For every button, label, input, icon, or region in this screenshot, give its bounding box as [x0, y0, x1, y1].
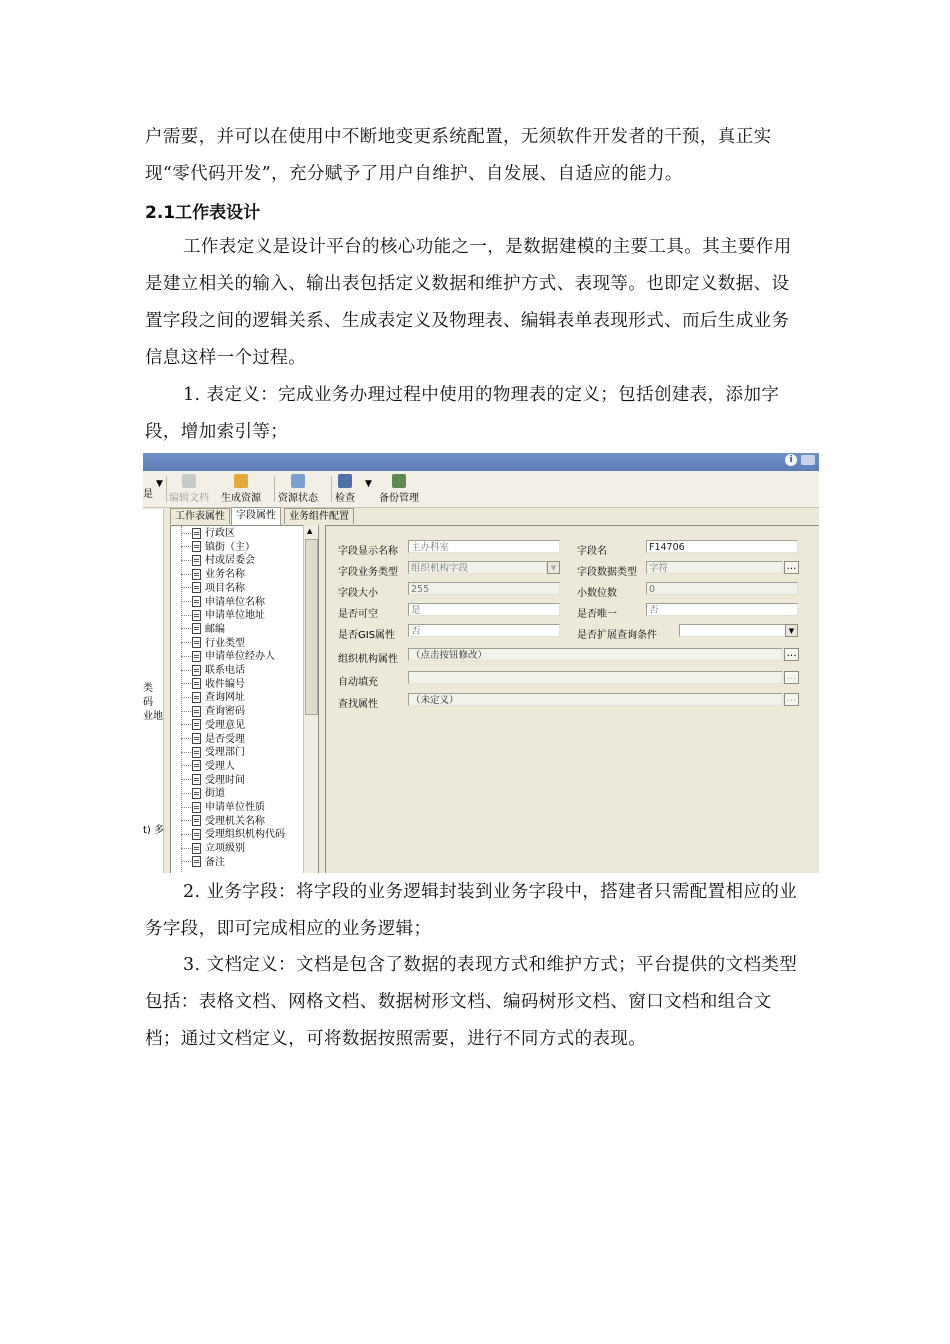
- generate-resource-button[interactable]: [221, 474, 261, 504]
- tree-item-label: 申请单位经办人: [205, 651, 275, 663]
- backup-management-button[interactable]: [379, 474, 419, 504]
- tree-item-label: 镇街（主）: [205, 541, 255, 553]
- backup-icon: [392, 474, 406, 488]
- tree-item[interactable]: [171, 842, 245, 856]
- org-attribute-ellipsis-button[interactable]: …: [784, 648, 799, 661]
- nullable-label: 是否可空: [338, 609, 378, 620]
- tree-branch-line: [181, 601, 191, 602]
- tree-item[interactable]: [171, 856, 225, 870]
- toolbar-left-fragment: 是: [143, 489, 153, 500]
- org-attribute-label: 组织机构属性: [338, 654, 398, 665]
- tree-branch-line: [181, 615, 191, 616]
- tree-item[interactable]: [171, 733, 245, 747]
- edit-document-label: 编辑文档: [169, 493, 209, 504]
- document-icon: [192, 555, 201, 566]
- document-icon: [192, 856, 201, 867]
- document-icon: [192, 706, 201, 717]
- tree-branch-line: [181, 642, 191, 643]
- tree-item-label: 行业类型: [205, 637, 245, 649]
- tree-item[interactable]: [171, 541, 255, 555]
- tree-branch-line: [181, 807, 191, 808]
- document-icon: [192, 596, 201, 607]
- autofill-label: 自动填充: [338, 677, 378, 688]
- lookup-attribute-ellipsis-button[interactable]: …: [784, 693, 799, 706]
- tree-item-label: 受理部门: [205, 747, 245, 759]
- document-icon: [192, 651, 201, 662]
- resource-status-button[interactable]: [278, 474, 318, 504]
- document-icon: [192, 774, 201, 785]
- data-type-input[interactable]: 字符: [646, 561, 783, 574]
- tree-branch-line: [181, 738, 191, 739]
- chevron-down-icon[interactable]: ▼: [365, 479, 372, 489]
- document-icon: [192, 747, 201, 758]
- org-attribute-input[interactable]: （点击按钮修改）: [408, 648, 783, 661]
- tree-item-label: 受理机关名称: [205, 815, 265, 827]
- tree-item-label: 村或居委会: [205, 555, 255, 567]
- document-icon: [192, 678, 201, 689]
- edit-document-button[interactable]: [169, 474, 209, 504]
- tree-item[interactable]: [171, 678, 245, 692]
- scroll-thumb[interactable]: [305, 539, 318, 715]
- tree-item-label: 联系电话: [205, 665, 245, 676]
- tab-worksheet-properties[interactable]: 工作表属性: [170, 508, 230, 524]
- resource-status-label: 资源状态: [278, 493, 318, 504]
- tree-branch-line: [181, 834, 191, 835]
- tree-item-label: 受理组织机构代码: [205, 829, 285, 841]
- tree-item[interactable]: [171, 801, 265, 815]
- decimal-places-input[interactable]: 0: [646, 582, 798, 595]
- autofill-input[interactable]: [408, 671, 783, 684]
- tree-item[interactable]: [171, 815, 265, 829]
- tree-item[interactable]: [171, 554, 255, 568]
- tab-business-component-config[interactable]: 业务组件配置: [284, 508, 354, 524]
- document-icon: [192, 692, 201, 703]
- section-heading: 2.1工作表设计: [145, 203, 261, 223]
- document-icon: [192, 665, 201, 676]
- paragraph-business-field: 2. 业务字段：将字段的业务逻辑封装到业务字段中，搭建者只需配置相应的业务字段，即可完成相应的业务逻辑；: [145, 882, 798, 939]
- tree-item-label: 受理时间: [205, 774, 245, 786]
- toolbar-separator: [331, 476, 332, 502]
- lookup-attribute-label: 查找属性: [338, 699, 378, 710]
- backup-management-label: 备份管理: [379, 493, 419, 504]
- chevron-down-icon[interactable]: ▼: [785, 624, 798, 637]
- toolbar-separator: [166, 476, 167, 502]
- tree-branch-line: [181, 683, 191, 684]
- tab-field-properties[interactable]: 字段属性: [231, 507, 281, 525]
- unique-label: 是否唯一: [577, 609, 617, 620]
- info-icon: i: [785, 454, 797, 466]
- tree-item[interactable]: [171, 582, 245, 596]
- tree-item[interactable]: [171, 691, 245, 705]
- nullable-input[interactable]: 是: [408, 603, 560, 616]
- check-label: 检查: [335, 493, 355, 504]
- tree-item-label: 申请单位地址: [205, 610, 265, 622]
- document-icon: [192, 829, 201, 840]
- tree-item[interactable]: [171, 664, 245, 678]
- tree-item-label: 邮编: [205, 623, 225, 635]
- check-icon: [338, 474, 352, 488]
- paragraph-intro-continued: 户需要，并可以在使用中不断地变更系统配置，无须软件开发者的干预，真正实现“零代码开发”，充分赋予了用户自维护、自发展、自适应的能力。: [145, 127, 772, 184]
- window-titlebar: [143, 453, 819, 471]
- document-icon: [192, 637, 201, 648]
- tree-item-label: 申请单位名称: [205, 596, 265, 608]
- tree-item-label: 是否受理: [205, 733, 245, 745]
- tree-branch-line: [181, 546, 191, 547]
- chevron-down-icon[interactable]: ▼: [547, 561, 560, 574]
- tree-item[interactable]: [171, 623, 225, 637]
- tree-branch-line: [181, 628, 191, 629]
- document-icon: [192, 541, 201, 552]
- window-control-icon: [801, 455, 815, 465]
- tree-item-label: 受理意见: [205, 719, 245, 731]
- tree-scrollbar[interactable]: [303, 525, 318, 873]
- document-icon: [192, 843, 201, 854]
- tree-branch-line: [181, 533, 191, 534]
- chevron-down-icon[interactable]: ▼: [156, 479, 163, 489]
- data-type-label: 字段数据类型: [577, 567, 637, 578]
- field-name-label: 字段名: [577, 546, 607, 557]
- tree-branch-line: [181, 765, 191, 766]
- tree-branch-line: [181, 697, 191, 698]
- left-fragment-text: t) 多: [143, 825, 165, 836]
- extended-query-label: 是否扩展查询条件: [577, 630, 657, 641]
- tree-item-label: 项目名称: [205, 582, 245, 594]
- display-name-input[interactable]: 主办科室: [408, 540, 560, 553]
- tree-item[interactable]: [171, 650, 275, 664]
- tree-item-label: 行政区: [205, 528, 235, 539]
- tree-item[interactable]: [171, 774, 245, 788]
- check-button[interactable]: [335, 474, 355, 504]
- tree-item-label: 查询网址: [205, 692, 245, 704]
- document-icon: [192, 569, 201, 580]
- field-size-label: 字段大小: [338, 588, 378, 599]
- toolbar-separator: [274, 476, 275, 502]
- tree-item-label: 申请单位性质: [205, 802, 265, 813]
- tree-item[interactable]: [171, 609, 265, 623]
- tree-item[interactable]: [171, 705, 245, 719]
- document-icon: [192, 815, 201, 826]
- generate-resource-label: 生成资源: [221, 493, 261, 504]
- tree-branch-line: [181, 820, 191, 821]
- left-panel-fragment: [143, 509, 164, 873]
- tree-item-label: 业务名称: [205, 569, 245, 581]
- paragraph-document-definition: 3. 文档定义：文档是包含了数据的表现方式和维护方式；平台提供的文档类型包括：表格文档、网格文档、数据树形文档、编码树形文档、窗口文档和组合文档；通过文档定义，可将数据按照需要，进行不同方式的表现。: [145, 955, 798, 1049]
- tree-item-label: 受理人: [205, 760, 235, 772]
- left-fragment-text: 类: [143, 683, 153, 694]
- tree-branch-line: [181, 793, 191, 794]
- tree-item[interactable]: [171, 787, 225, 801]
- tree-branch-line: [181, 779, 191, 780]
- tree-branch-line: [181, 560, 191, 561]
- embedded-screenshot: [143, 453, 819, 873]
- tree-branch-line: [181, 752, 191, 753]
- tree-item-label: 收件编号: [205, 678, 245, 690]
- left-fragment-text: 码: [143, 697, 153, 708]
- tree-item[interactable]: [171, 719, 245, 733]
- document-icon: [192, 760, 201, 771]
- tree-item[interactable]: [171, 637, 245, 651]
- tree-branch-line: [181, 861, 191, 862]
- document-icon: [192, 582, 201, 593]
- unique-input[interactable]: 否: [646, 603, 798, 616]
- tree-branch-line: [181, 670, 191, 671]
- autofill-ellipsis-button[interactable]: …: [784, 671, 799, 684]
- tree-item[interactable]: [171, 828, 285, 842]
- tree-branch-line: [181, 711, 191, 712]
- field-size-input[interactable]: 255: [408, 582, 560, 595]
- paragraph-worksheet-design: 工作表定义是设计平台的核心功能之一，是数据建模的主要工具。其主要作用是建立相关的输入、输出表包括定义数据和维护方式、表现等。也即定义数据、设置字段之间的逻辑关系、生成表定义及物理表、编辑表单表现形式、而后生成业务信息这样一个过程。: [145, 237, 792, 368]
- document-icon: [192, 528, 201, 539]
- tree-item-label: 备注: [205, 856, 225, 868]
- tree-item[interactable]: [171, 596, 265, 610]
- tree-branch-line: [181, 724, 191, 725]
- tree-branch-line: [181, 587, 191, 588]
- field-tree: [170, 525, 319, 873]
- toolbar: [143, 471, 819, 508]
- document-icon: [182, 474, 196, 488]
- data-type-ellipsis-button[interactable]: …: [784, 561, 799, 574]
- tree-item-label: 街道: [205, 788, 225, 800]
- paragraph-table-definition: 1. 表定义：完成业务办理过程中使用的物理表的定义；包括创建表，添加字段，增加索引等；: [145, 385, 780, 442]
- document-icon: [192, 802, 201, 813]
- field-properties-panel: [325, 525, 819, 873]
- decimal-places-label: 小数位数: [577, 588, 617, 599]
- tree-item-label: 立项级别: [205, 843, 245, 855]
- lookup-attribute-input[interactable]: （未定义）: [408, 693, 783, 706]
- document-icon: [192, 719, 201, 730]
- document-icon: [192, 788, 201, 799]
- tree-item-label: 查询密码: [205, 706, 245, 718]
- extended-query-select[interactable]: [679, 624, 786, 637]
- resource-icon: [234, 474, 248, 488]
- tree-item[interactable]: [171, 746, 245, 760]
- status-icon: [291, 474, 305, 488]
- document-icon: [192, 623, 201, 634]
- scroll-up-icon[interactable]: ▲: [307, 527, 313, 535]
- document-icon: [192, 733, 201, 744]
- tree-branch-line: [181, 848, 191, 849]
- gis-attribute-input[interactable]: 否: [408, 624, 560, 637]
- tree-branch-line: [181, 574, 191, 575]
- display-name-label: 字段显示名称: [338, 546, 398, 557]
- business-type-select[interactable]: 组织机构字段: [408, 561, 547, 574]
- left-fragment-text: 业地: [143, 711, 163, 722]
- tree-item[interactable]: [171, 527, 235, 541]
- tree-item[interactable]: [171, 760, 235, 774]
- tree-branch-line: [181, 656, 191, 657]
- field-name-input[interactable]: F14706: [646, 540, 798, 553]
- business-type-label: 字段业务类型: [338, 567, 398, 578]
- document-icon: [192, 610, 201, 621]
- gis-attribute-label: 是否GIS属性: [338, 630, 396, 641]
- tree-item[interactable]: [171, 568, 245, 582]
